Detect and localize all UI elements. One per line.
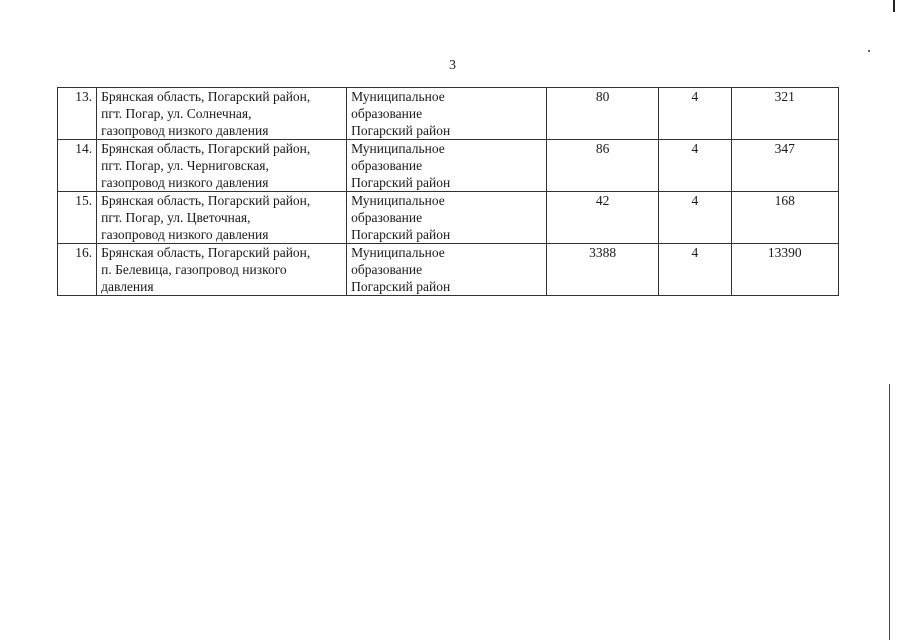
pipeline-category: 4 (659, 192, 731, 244)
scan-edge-mark (893, 0, 895, 12)
row-number: 15. (58, 192, 97, 244)
object-owner: Муниципальное образование Погарский район (347, 192, 547, 244)
object-address: Брянская область, Погарский район, пгт. Погар, ул. Черниговская, газопровод низкого давления (97, 140, 347, 192)
row-number: 16. (58, 244, 97, 296)
pipeline-length: 86 (546, 140, 658, 192)
row-number: 13. (58, 88, 97, 140)
pipeline-category: 4 (659, 88, 731, 140)
object-address: Брянская область, Погарский район, п. Белевица, газопровод низкого давления (97, 244, 347, 296)
pipeline-length: 42 (546, 192, 658, 244)
scan-edge-line (889, 384, 890, 640)
pipeline-value: 168 (731, 192, 838, 244)
pipeline-value: 321 (731, 88, 838, 140)
table-row (58, 88, 839, 140)
gas-pipeline-table (57, 87, 839, 296)
scan-speck (868, 50, 870, 52)
pipeline-length: 80 (546, 88, 658, 140)
object-address: Брянская область, Погарский район, пгт. Погар, ул. Цветочная, газопровод низкого давления (97, 192, 347, 244)
table-row (58, 244, 839, 296)
pipeline-value: 347 (731, 140, 838, 192)
table-row (58, 192, 839, 244)
pipeline-length: 3388 (546, 244, 658, 296)
object-owner: Муниципальное образование Погарский район (347, 88, 547, 140)
object-owner: Муниципальное образование Погарский район (347, 140, 547, 192)
pipeline-value: 13390 (731, 244, 838, 296)
object-address: Брянская область, Погарский район, пгт. Погар, ул. Солнечная, газопровод низкого давления (97, 88, 347, 140)
row-number: 14. (58, 140, 97, 192)
object-owner: Муниципальное образование Погарский район (347, 244, 547, 296)
page-number: 3 (449, 58, 456, 73)
pipeline-category: 4 (659, 244, 731, 296)
pipeline-category: 4 (659, 140, 731, 192)
table-row (58, 140, 839, 192)
